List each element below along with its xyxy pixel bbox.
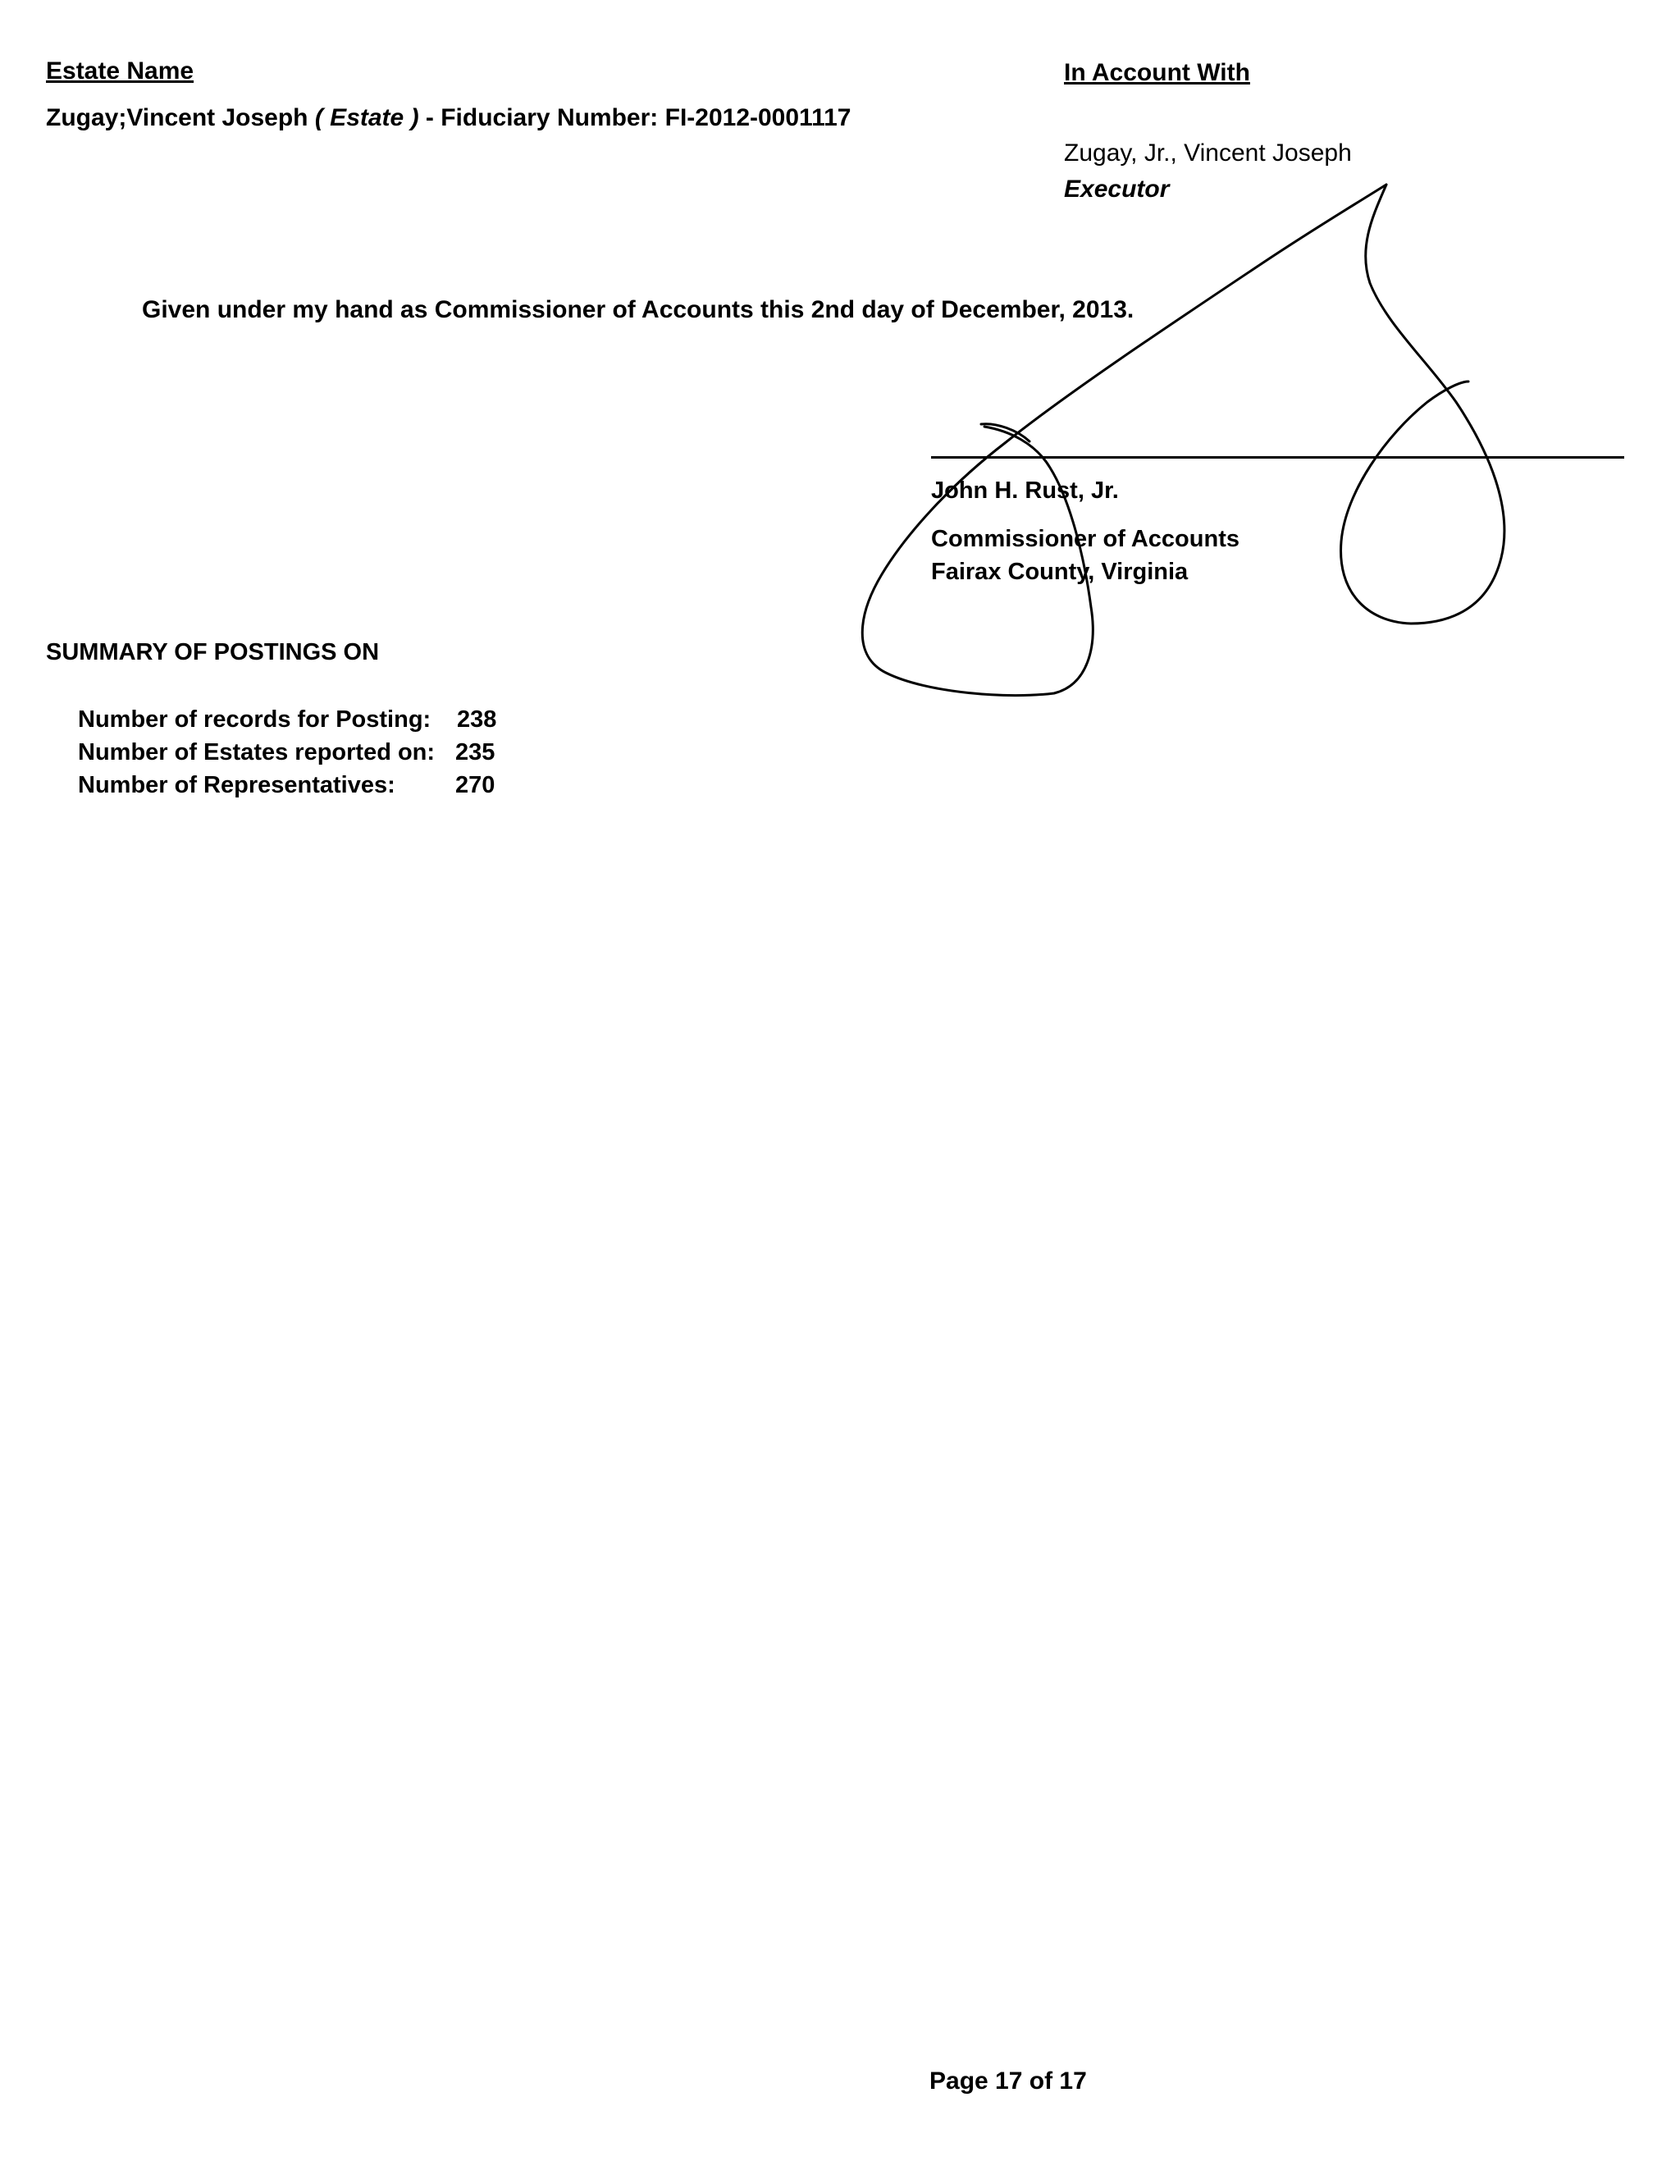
- summary-value: 235: [455, 739, 495, 765]
- estate-type-label: ( Estate ): [314, 104, 419, 131]
- estate-name: Zugay;Vincent Joseph: [46, 104, 308, 131]
- summary-value: 238: [457, 706, 497, 733]
- summary-title: SUMMARY OF POSTINGS ON: [46, 639, 380, 665]
- summary-row-records: [78, 706, 504, 733]
- commissioner-county: Fairax County, Virginia: [931, 559, 1189, 585]
- signature-line: [931, 456, 1624, 459]
- account-holder-role: Executor: [1064, 176, 1170, 203]
- summary-row-estates: [78, 739, 504, 766]
- estate-line: [46, 104, 851, 132]
- estate-name-heading: Estate Name: [46, 57, 194, 85]
- in-account-with-heading: In Account With: [1064, 59, 1250, 86]
- summary-row-representatives: [78, 772, 504, 799]
- account-holder-name: Zugay, Jr., Vincent Joseph: [1064, 139, 1352, 167]
- fiduciary-number: - Fiduciary Number: FI-2012-0001117: [425, 104, 851, 131]
- summary-value: 270: [455, 772, 495, 798]
- summary-label: Number of records for Posting:: [78, 706, 431, 733]
- summary-label: Number of Estates reported on:: [78, 739, 436, 765]
- given-statement: Given under my hand as Commissioner of Accounts this 2nd day of December, 2013.: [142, 296, 1134, 323]
- page-number: Page 17 of 17: [929, 2067, 1087, 2095]
- commissioner-title: Commissioner of Accounts: [931, 526, 1239, 552]
- summary-label: Number of Representatives:: [78, 772, 395, 798]
- commissioner-name: John H. Rust, Jr.: [931, 477, 1119, 504]
